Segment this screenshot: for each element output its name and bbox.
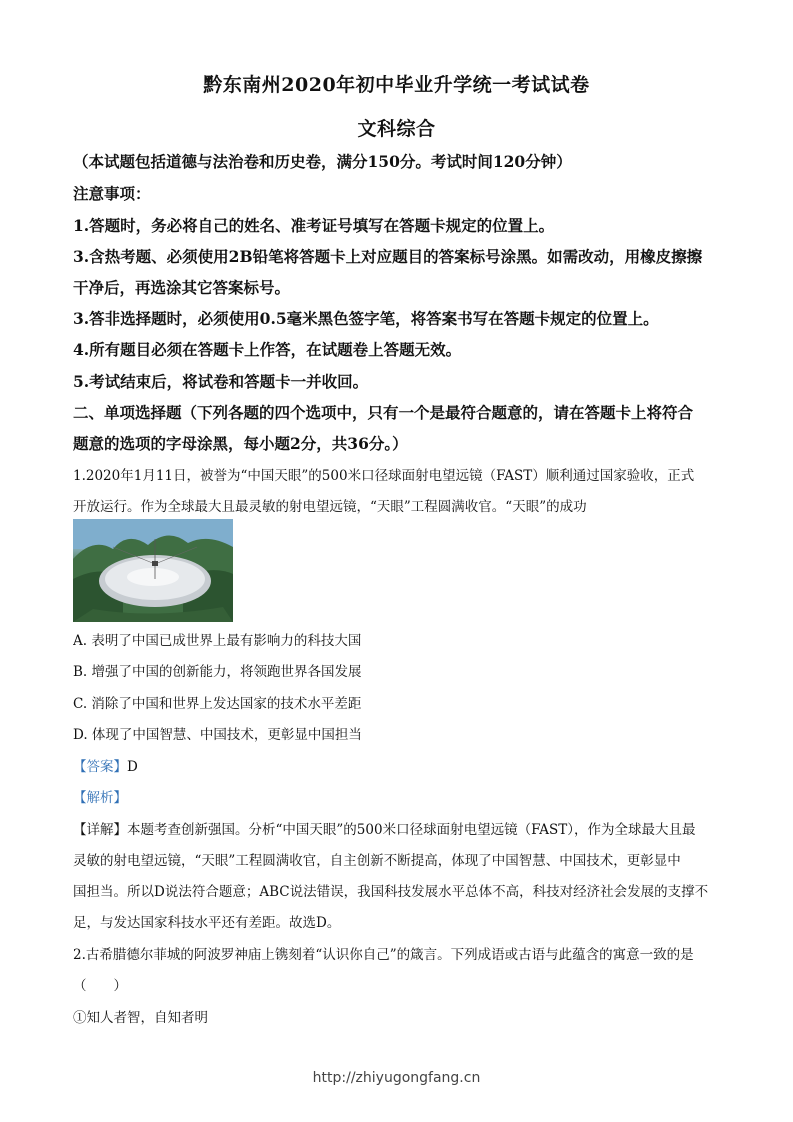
- question-2-stem: 2.古希腊德尔菲城的阿波罗神庙上镌刻着“认识你自己”的箴言。下列成语或古语与此蕴含的寓意一致的是: [73, 947, 694, 963]
- footer-url: http://zhiyugongfang.cn: [312, 1070, 481, 1086]
- question-1-stem: 1.2020年1月11日，被誉为“中国天眼”的500米口径球面射电望远镜（FAST）顺利通过国家验收，正式: [73, 468, 695, 484]
- exam-title: 黔东南州2020年初中毕业升学统一考试试卷: [203, 74, 590, 96]
- question-1-option-b: B. 增强了中国的创新能力，将领跑世界各国发展: [73, 664, 362, 680]
- exam-subtitle: 文科综合: [357, 118, 436, 140]
- analysis-tag: 【解析】: [73, 790, 127, 806]
- answer-tag: 【答案】: [73, 759, 127, 775]
- question-1-stem-cont: 开放运行。作为全球最大且最灵敏的射电望远镜，“天眼”工程圆满收官。“天眼”的成功: [73, 499, 587, 515]
- notice-item: 5.考试结束后，将试卷和答题卡一并收回。: [73, 372, 369, 391]
- telescope-illustration: [73, 519, 233, 622]
- answer-line: [73, 755, 723, 775]
- notice-item: 4.所有题目必须在答题卡上作答，在试题卷上答题无效。: [73, 340, 462, 359]
- question-1-option-a: A. 表明了中国已成世界上最有影响力的科技大国: [73, 633, 362, 649]
- notice-heading: 注意事项：: [73, 184, 151, 203]
- detail-line: 灵敏的射电望远镜，“天眼”工程圆满收官，自主创新不断提高，体现了中国智慧、中国技术，更彰显中: [73, 853, 681, 869]
- detail-line: 国担当。所以D说法符合题意；ABC说法错误，我国科技发展水平总体不高，科技对经济社会发展的支撑不: [73, 884, 709, 900]
- section-heading: 二、单项选择题（下列各题的四个选项中，只有一个是最符合题意的，请在答题卡上将符合: [73, 403, 694, 422]
- section-heading-cont: 题意的选项的字母涂黑，每小题2分，共36分。）: [73, 434, 408, 453]
- notice-item: 3.含热考题、必须使用2B铅笔将答题卡上对应题目的答案标号涂黑。如需改动，用橡皮擦擦: [73, 247, 703, 266]
- question-1-option-c: C. 消除了中国和世界上发达国家的技术水平差距: [73, 696, 362, 712]
- question-1-option-d: D. 体现了中国智慧、中国技术，更彰显中国担当: [73, 727, 362, 743]
- question-2-item-1: ①知人者智，自知者明: [73, 1010, 208, 1026]
- detail-line: 【详解】本题考查创新强国。分析“中国天眼”的500米口径球面射电望远镜（FAST），作为全球最大且最: [73, 822, 696, 838]
- notice-item: 1.答题时，务必将自己的姓名、准考证号填写在答题卡规定的位置上。: [73, 216, 555, 235]
- exam-note: （本试题包括道德与法治卷和历史卷，满分150分。考试时间120分钟）: [73, 152, 572, 171]
- question-2-blank: （ ）: [73, 978, 127, 994]
- detail-line: 足，与发达国家科技水平还有差距。故选D。: [73, 915, 341, 931]
- answer-value: D: [127, 759, 138, 775]
- notice-item: 3.答非选择题时，必须使用0.5毫米黑色签字笔，将答案书写在答题卡规定的位置上。: [73, 309, 659, 328]
- fast-telescope-image: [73, 519, 233, 622]
- notice-item: 干净后，再选涂其它答案标号。: [73, 278, 291, 297]
